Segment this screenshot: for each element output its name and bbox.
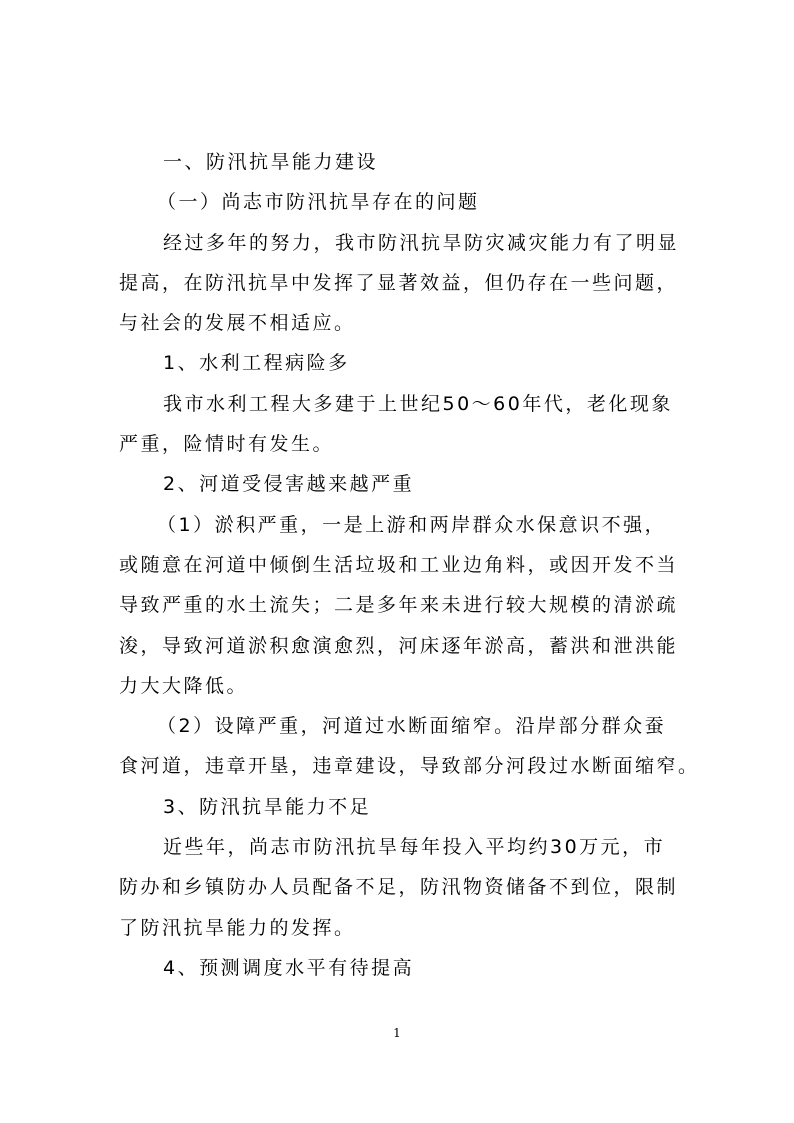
paragraph-line: 力大大降低。 [119,674,249,697]
paragraph-line: 了防汛抗旱能力的发挥。 [119,916,356,939]
item-heading: 3、防汛抗旱能力不足 [163,795,372,818]
item-heading: 2、河道受侵害越来越严重 [163,473,415,496]
item-heading: 1、水利工程病险多 [163,352,350,375]
paragraph-line: 严重，险情时有发生。 [119,433,335,456]
paragraph-line: 提高，在防汛抗旱中发挥了显著效益，但仍存在一些问题， [119,271,679,294]
paragraph-line: 导致严重的水土流失；二是多年来未进行较大规模的清淤疏 [119,594,679,617]
document-body [119,142,700,988]
paragraph-line: 我市水利工程大多建于上世纪50～60年代，老化现象 [163,392,673,415]
section-heading: 一、防汛抗旱能力建设 [163,151,379,173]
page-number: 1 [393,1026,401,1040]
subsection-heading: （一）尚志市防汛抗旱存在的问题 [157,191,480,214]
paragraph-line: （1）淤积严重，一是上游和两岸群众水保意识不强， [157,513,667,536]
paragraph-line: 或随意在河道中倾倒生活垃圾和工业边角料，或因开发不当 [119,553,679,576]
paragraph-line: 浚，导致河道淤积愈演愈烈，河床逐年淤高，蓄洪和泄洪能 [119,634,679,657]
paragraph-line: 防办和乡镇防办人员配备不足，防汛物资储备不到位，限制 [119,876,679,899]
paragraph-line: 近些年，尚志市防汛抗旱每年投入平均约30万元，市 [163,836,666,859]
paragraph-line: （2）设障严重，河道过水断面缩窄。沿岸部分群众蚕 [157,715,667,738]
paragraph-line: 经过多年的努力，我市防汛抗旱防灾减灾能力有了明显 [163,231,680,254]
item-heading: 4、预测调度水平有待提高 [163,956,415,979]
paragraph-line: 与社会的发展不相适应。 [119,312,356,335]
paragraph-line: 食河道，违章开垦，违章建设，导致部分河段过水断面缩窄。 [119,755,700,778]
